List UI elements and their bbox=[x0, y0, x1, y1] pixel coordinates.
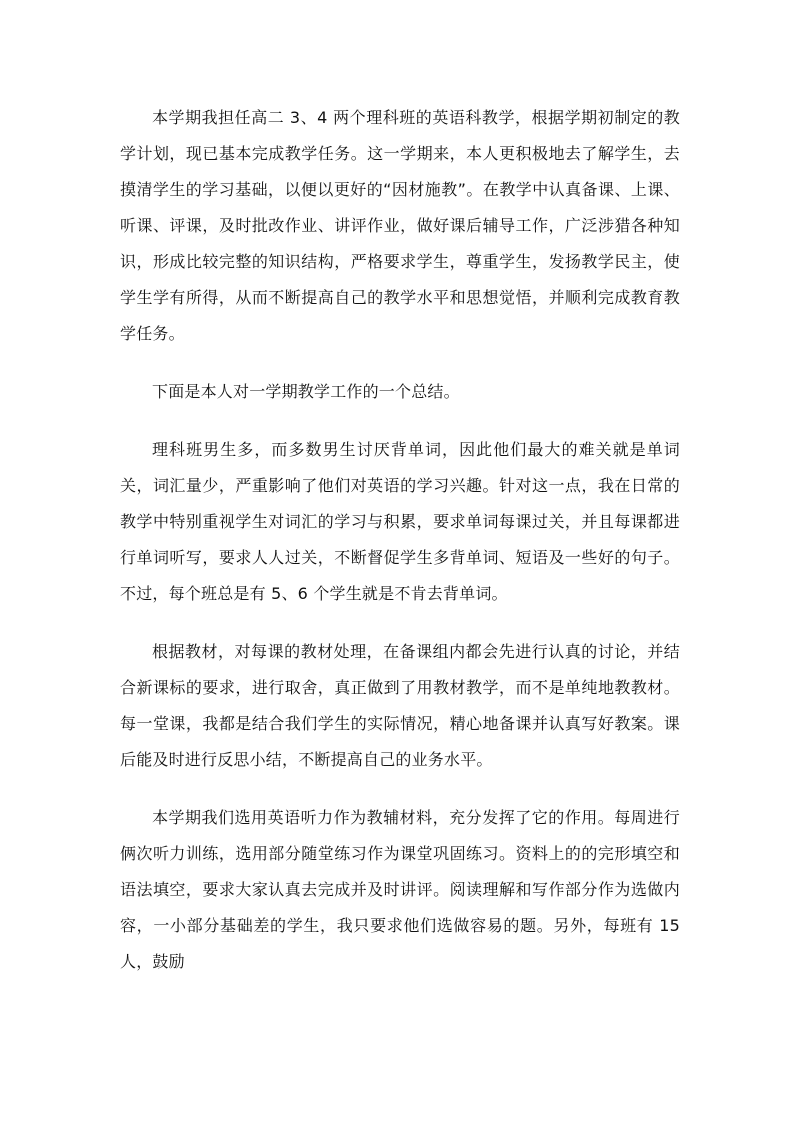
paragraph-listening: 本学期我们选用英语听力作为教辅材料，充分发挥了它的作用。每周进行俩次听力训练，选用部分随堂练习作为课堂巩固练习。资料上的的完形填空和语法填空，要求大家认真去完成并及时讲评。阅读理解和写作部分作为选做内容，一小部分基础差的学生，我只要求他们选做容易的题。另外，每班有 15 人，鼓励 bbox=[120, 808, 680, 971]
paragraph-summary-lead: 下面是本人对一学期教学工作的一个总结。 bbox=[152, 382, 460, 401]
document-body bbox=[120, 100, 680, 1002]
paragraph-vocabulary: 理科班男生多，而多数男生讨厌背单词，因此他们最大的难关就是单词关，词汇量少，严重影响了他们对英语的学习兴趣。针对这一点，我在日常的教学中特别重视学生对词汇的学习与积累，要求单词每课过关，并且每课都进行单词听写，要求人人过关，不断督促学生多背单词、短语及一些好的句子。不过，每个班总是有 5、6 个学生就是不肯去背单词。 bbox=[120, 440, 680, 603]
paragraph-intro: 本学期我担任高二 3、4 两个理科班的英语科教学，根据学期初制定的教学计划，现已基本完成教学任务。这一学期来，本人更积极地去了解学生，去摸清学生的学习基础，以便以更好的“因材施教”。在教学中认真备课、上课、听课、评课，及时批改作业、讲评作业，做好课后辅导工作，广泛涉猎各种知识，形成比较完整的知识结构，严格要求学生，尊重学生，发扬教学民主，使学生学有所得，从而不断提高自己的教学水平和思想觉悟，并顺利完成教育教学任务。 bbox=[120, 108, 680, 343]
paragraph-textbook: 根据教材，对每课的教材处理，在备课组内都会先进行认真的讨论，并结合新课标的要求，进行取舍，真正做到了用教材教学，而不是单纯地教教材。每一堂课，我都是结合我们学生的实际情况，精心地备课并认真写好教案。课后能及时进行反思小结，不断提高自己的业务水平。 bbox=[120, 642, 680, 769]
